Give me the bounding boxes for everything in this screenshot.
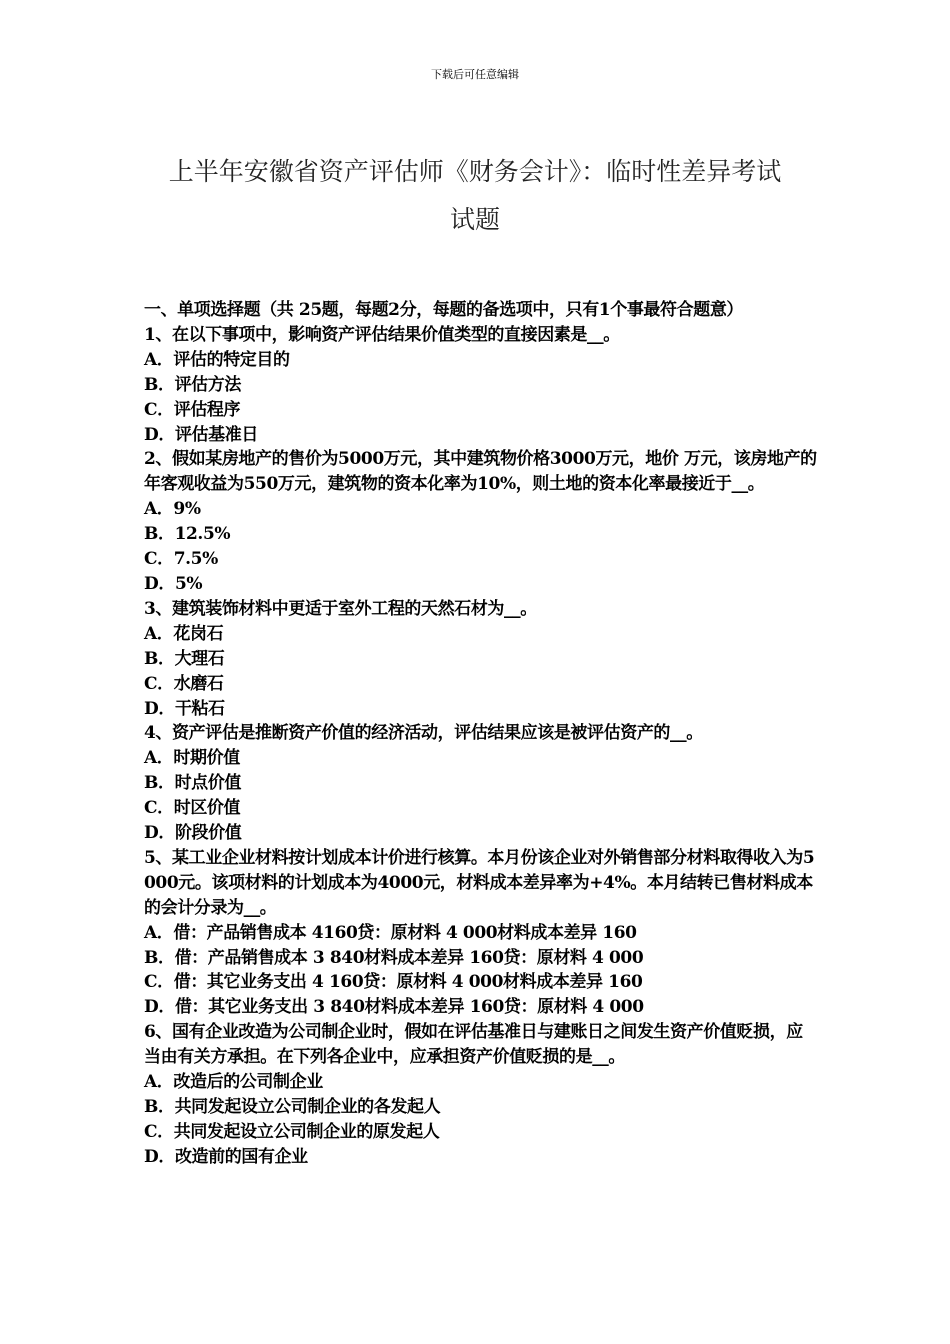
question-3-option-b: B．大理石 (144, 648, 225, 669)
question-5-option-a: A．借：产品销售成本 4160贷：原材料 4 000材料成本差异 160 (144, 922, 637, 943)
question-4-stem: 4、资产评估是推断资产价值的经济活动，评估结果应该是被评估资产的__。 (144, 723, 703, 744)
question-3-option-d: D．干粘石 (144, 698, 225, 719)
question-6-option-d: D．改造前的国有企业 (144, 1146, 308, 1167)
question-5-option-d: D．借：其它业务支出 3 840材料成本差异 160贷：原材料 4 000 (144, 997, 644, 1018)
section-heading: 一、单项选择题（共 25题，每题2分，每题的备选项中，只有1个事最符合题意） (144, 300, 744, 320)
title-line-1: 上半年安徽省资产评估师《财务会计》：临时性差异考试 (168, 157, 782, 186)
question-2-stem: 2、假如某房地产的售价为5000万元，其中建筑物价格3000万元，地价 万元，该房地产的年客观收益为550万元，建筑物的资本化率为10%，则土地的资本化率最接近于__。 (144, 449, 817, 495)
question-4-option-a: A．时期价值 (144, 748, 240, 769)
question-5-option-c: C．借：其它业务支出 4 160贷：原材料 4 000材料成本差异 160 (144, 972, 643, 993)
question-2-option-d: D．5% (144, 573, 203, 594)
question-4-option-b: B．时点价值 (144, 773, 241, 794)
question-5-option-b: B．借：产品销售成本 3 840材料成本差异 160贷：原材料 4 000 (144, 947, 644, 968)
title-line-2: 试题 (449, 205, 500, 234)
question-5-stem: 5、某工业企业材料按计划成本计价进行核算。本月份该企业对外销售部分材料取得收入为5 000元。该项材料的计划成本为4000元，材料成本差异率为+4%。本月结转已售材料成本的会计分录为__。 (144, 847, 815, 918)
question-6-option-a: A．改造后的公司制企业 (144, 1072, 323, 1093)
question-1-option-d: D．评估基准日 (144, 424, 258, 445)
question-4-option-d: D．阶段价值 (144, 823, 242, 844)
question-1-stem: 1、在以下事项中，影响资产评估结果价值类型的直接因素是__。 (144, 324, 620, 345)
question-1-option-c: C．评估程序 (144, 399, 241, 420)
question-2-option-b: B．12.5% (144, 524, 231, 545)
question-3-option-a: A．花岗石 (144, 623, 224, 644)
question-6-option-b: B．共同发起设立公司制企业的各发起人 (144, 1097, 441, 1117)
question-1-option-b: B．评估方法 (144, 374, 241, 395)
question-6-option-c: C．共同发起设立公司制企业的原发起人 (144, 1121, 440, 1142)
document-title (150, 148, 800, 244)
question-1-option-a: A．评估的特定目的 (144, 349, 290, 370)
question-3-option-c: C．水磨石 (144, 673, 224, 694)
question-2-option-c: C．7.5% (144, 549, 218, 570)
question-2-option-a: A．9% (144, 499, 201, 520)
question-6-stem: 6、国有企业改造为公司制企业时，假如在评估基准日与建账日之间发生资产价值贬损，应当由有关方承担。在下列各企业中，应承担资产价值贬损的是__。 (144, 1022, 803, 1068)
header-note: 下载后可任意编辑 (431, 68, 519, 81)
question-3-stem: 3、建筑装饰材料中更适于室外工程的天然石材为__。 (144, 598, 537, 619)
question-list (144, 298, 818, 1170)
question-4-option-c: C．时区价值 (144, 798, 241, 819)
